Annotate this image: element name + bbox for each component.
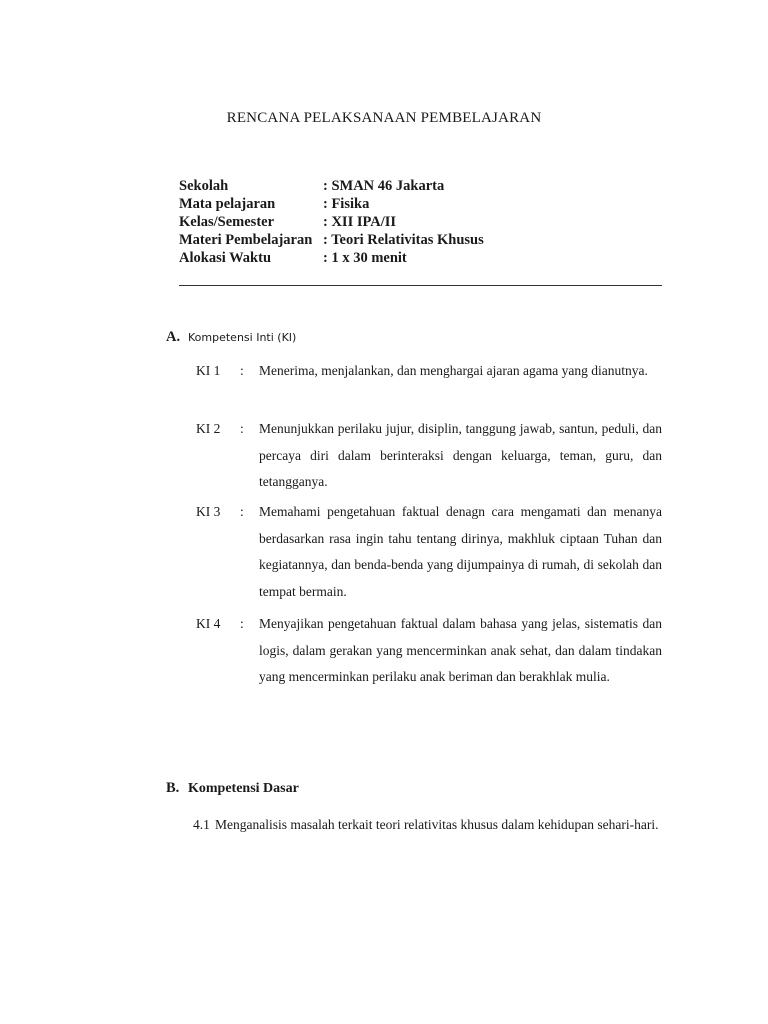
info-label: Alokasi Waktu	[179, 250, 272, 266]
info-row-alokasi-waktu	[179, 249, 484, 267]
ki-list	[196, 416, 662, 496]
info-row-materi	[179, 231, 484, 249]
section-a-heading	[166, 329, 296, 346]
ki-code: KI 1	[196, 363, 221, 378]
kd-list	[193, 812, 662, 839]
kd-text: Menganalisis masalah terkait teori relativitas khusus dalam kehidupan sehari-hari.	[215, 817, 659, 832]
kd-item	[193, 812, 662, 839]
info-row-kelas-semester	[179, 213, 484, 231]
ki-item	[196, 611, 662, 691]
ki-item	[196, 358, 662, 385]
ki-list	[196, 499, 662, 605]
info-label: Sekolah	[179, 178, 229, 194]
info-value: : Teori Relativitas Khusus	[323, 232, 484, 248]
section-title: Kompetensi Dasar	[188, 781, 299, 796]
ki-code: KI 4	[196, 616, 221, 631]
ki-text: Menerima, menjalankan, dan menghargai ajaran agama yang dianutnya.	[259, 363, 648, 378]
info-table	[179, 177, 484, 267]
section-b-heading	[166, 780, 299, 797]
info-row-mata-pelajaran	[179, 195, 484, 213]
document-title: RENCANA PELAKSANAAN PEMBELAJARAN	[226, 110, 542, 126]
divider-line	[179, 285, 662, 286]
info-row-sekolah	[179, 177, 484, 195]
info-value: : Fisika	[323, 196, 370, 212]
ki-text: Memahami pengetahuan faktual denagn cara mengamati dan menanya berdasarkan rasa ingin tahu tentang dirinya, makhluk ciptaan Tuhan dan kegiatannya, dan benda-benda yang dijumpainya di rumah, di sekolah dan tempat bermain.	[259, 504, 662, 599]
ki-code: KI 2	[196, 421, 221, 436]
info-label: Mata pelajaran	[179, 196, 276, 212]
ki-colon: :	[240, 504, 244, 519]
ki-colon: :	[240, 363, 244, 378]
ki-code: KI 3	[196, 504, 221, 519]
info-value: : 1 x 30 menit	[323, 250, 407, 266]
ki-item	[196, 499, 662, 605]
ki-colon: :	[240, 421, 244, 436]
kd-code: 4.1	[193, 817, 210, 832]
ki-item	[196, 416, 662, 496]
ki-text: Menyajikan pengetahuan faktual dalam bahasa yang jelas, sistematis dan logis, dalam gerakan yang mencerminkan anak sehat, dan dalam tindakan yang mencerminkan perilaku anak beriman dan berakhlak mulia.	[259, 616, 662, 684]
info-value: : SMAN 46 Jakarta	[323, 178, 445, 194]
info-label: Kelas/Semester	[179, 214, 275, 230]
ki-text: Menunjukkan perilaku jujur, disiplin, tanggung jawab, santun, peduli, dan percaya diri dalam berinteraksi dengan keluarga, teman, guru, dan tetangganya.	[259, 421, 662, 489]
section-title: Kompetensi Inti (KI)	[188, 331, 297, 344]
ki-list	[196, 358, 662, 385]
section-letter: B.	[166, 780, 180, 796]
ki-list	[196, 611, 662, 691]
section-letter: A.	[166, 329, 181, 345]
info-value: : XII IPA/II	[323, 214, 397, 230]
info-label: Materi Pembelajaran	[179, 232, 313, 248]
ki-colon: :	[240, 616, 244, 631]
